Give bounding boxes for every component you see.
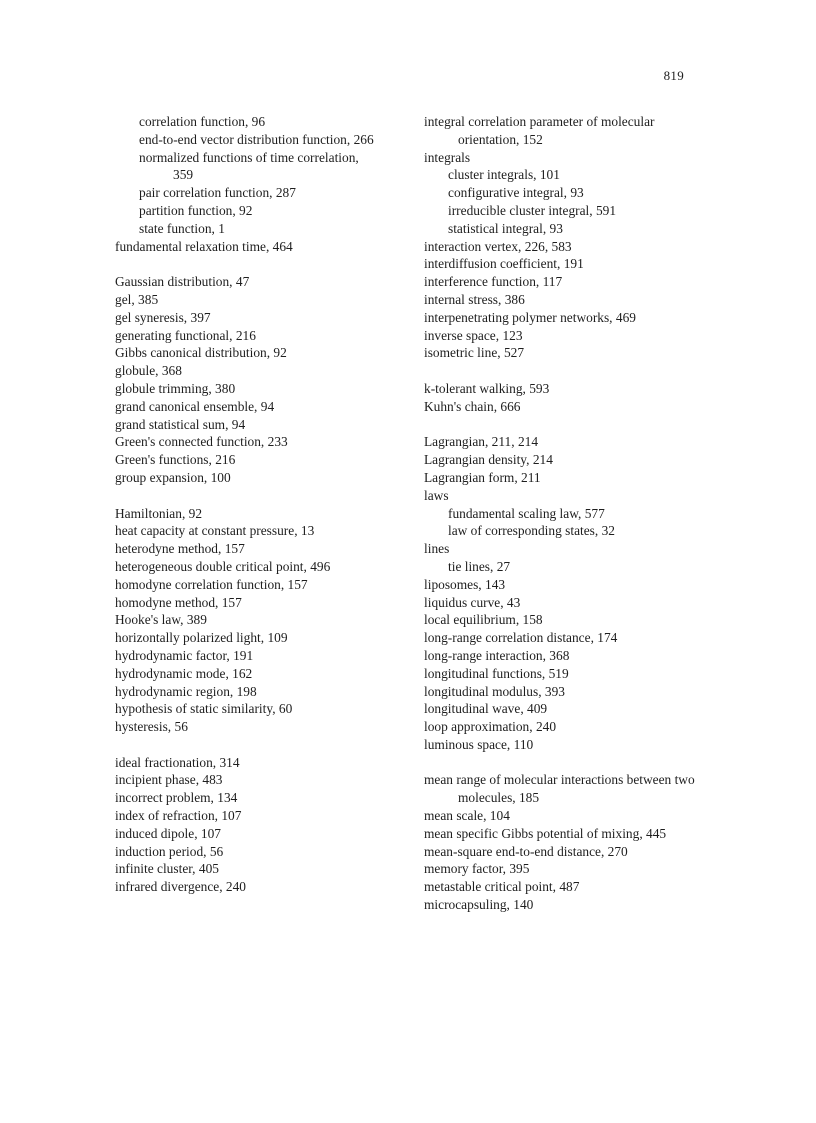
index-entry: hydrodynamic region, 198: [115, 683, 257, 699]
index-entry: long-range correlation distance, 174: [424, 630, 618, 646]
index-subentry: irreducible cluster integral, 591: [448, 202, 617, 218]
index-entry: internal stress, 386: [424, 291, 525, 307]
index-entry: memory factor, 395: [424, 861, 530, 877]
index-column-right: [424, 113, 696, 914]
index-entry: loop approximation, 240: [424, 719, 557, 735]
index-entry: incipient phase, 483: [115, 772, 223, 788]
index-entry: gel syneresis, 397: [115, 309, 211, 325]
index-entry: microcapsuling, 140: [424, 897, 534, 913]
index-entry: heterogeneous double critical point, 496: [115, 558, 331, 574]
index-entry: liposomes, 143: [424, 576, 506, 592]
index-entry: local equilibrium, 158: [424, 612, 543, 628]
index-entry: Lagrangian density, 214: [424, 452, 553, 468]
index-entry: Kuhn's chain, 666: [424, 398, 521, 414]
index-subentry: correlation function, 96: [139, 114, 266, 129]
index-subentry: end-to-end vector distribution function, 266: [139, 131, 374, 147]
index-entry: mean scale, 104: [424, 808, 510, 824]
index-subentry: configurative integral, 93: [448, 185, 584, 201]
index-entry: index of refraction, 107: [115, 808, 242, 824]
index-entry: longitudinal wave, 409: [424, 701, 548, 717]
index-entry: infrared divergence, 240: [115, 879, 246, 895]
index-subentry: normalized functions of time correlation, 359: [139, 149, 359, 183]
index-entry: Hooke's law, 389: [115, 612, 207, 628]
index-entry: Gibbs canonical distribution, 92: [115, 345, 287, 361]
index-entry: interaction vertex, 226, 583: [424, 238, 572, 254]
index-entry: fundamental relaxation time, 464: [115, 238, 293, 254]
index-entry: Gaussian distribution, 47: [115, 274, 250, 290]
index-entry: longitudinal modulus, 393: [424, 683, 565, 699]
index-entry: Green's functions, 216: [115, 452, 236, 468]
index-entry: hydrodynamic factor, 191: [115, 647, 254, 663]
index-subentry: pair correlation function, 287: [139, 185, 296, 201]
index-column-left: [115, 113, 377, 896]
index-subentry: state function, 1: [139, 220, 225, 236]
index-entry: homodyne method, 157: [115, 594, 242, 610]
index-subentry: partition function, 92: [139, 202, 253, 218]
index-entry: hysteresis, 56: [115, 719, 188, 735]
index-entry: grand statistical sum, 94: [115, 416, 246, 432]
index-entry: globule trimming, 380: [115, 380, 236, 396]
index-entry: grand canonical ensemble, 94: [115, 398, 275, 414]
index-entry: long-range interaction, 368: [424, 647, 570, 663]
index-entry: induction period, 56: [115, 843, 224, 859]
index-entry: heat capacity at constant pressure, 13: [115, 523, 315, 539]
index-entry: group expansion, 100: [115, 469, 231, 485]
index-entry: mean-square end-to-end distance, 270: [424, 843, 628, 859]
index-subentry: fundamental scaling law, 577: [448, 505, 605, 521]
index-entry: globule, 368: [115, 363, 182, 379]
index-entry: heterodyne method, 157: [115, 541, 245, 557]
index-entry: longitudinal functions, 519: [424, 665, 569, 681]
index-entry: Lagrangian, 211, 214: [424, 434, 539, 450]
index-entry: generating functional, 216: [115, 327, 256, 343]
index-entry: interpenetrating polymer networks, 469: [424, 309, 636, 325]
index-subentry: statistical integral, 93: [448, 220, 563, 236]
index-subentry: tie lines, 27: [448, 558, 511, 574]
index-entry: mean specific Gibbs potential of mixing, 445: [424, 825, 667, 841]
index-entry: luminous space, 110: [424, 736, 534, 752]
index-entry: homodyne correlation function, 157: [115, 576, 308, 592]
page-number: 819: [663, 68, 684, 83]
index-entry: liquidus curve, 43: [424, 594, 521, 610]
index-entry: ideal fractionation, 314: [115, 754, 240, 770]
index-entry: gel, 385: [115, 291, 159, 307]
index-entry: interdiffusion coefficient, 191: [424, 256, 584, 272]
index-entry: horizontally polarized light, 109: [115, 630, 288, 646]
index-entry: mean range of molecular interactions between two molecules, 185: [424, 772, 695, 806]
index-subentry: cluster integrals, 101: [448, 167, 560, 183]
index-entry: isometric line, 527: [424, 345, 525, 361]
index-entry: infinite cluster, 405: [115, 861, 219, 877]
index-entry: Hamiltonian, 92: [115, 505, 203, 521]
index-entry: Lagrangian form, 211: [424, 469, 541, 485]
index-entry: induced dipole, 107: [115, 825, 221, 841]
index-entry: incorrect problem, 134: [115, 790, 238, 806]
index-entry: hydrodynamic mode, 162: [115, 665, 253, 681]
index-entry: laws: [424, 487, 449, 503]
index-entry: lines: [424, 541, 450, 557]
index-entry: integrals: [424, 149, 471, 165]
index-entry: k-tolerant walking, 593: [424, 380, 550, 396]
index-entry: interference function, 117: [424, 274, 563, 290]
index-entry: hypothesis of static similarity, 60: [115, 701, 293, 717]
index-entry: integral correlation parameter of molecular orientation, 152: [424, 114, 655, 147]
index-entry: Green's connected function, 233: [115, 434, 288, 450]
index-entry: inverse space, 123: [424, 327, 523, 343]
index-entry: metastable critical point, 487: [424, 879, 580, 895]
index-subentry: law of corresponding states, 32: [448, 523, 615, 539]
